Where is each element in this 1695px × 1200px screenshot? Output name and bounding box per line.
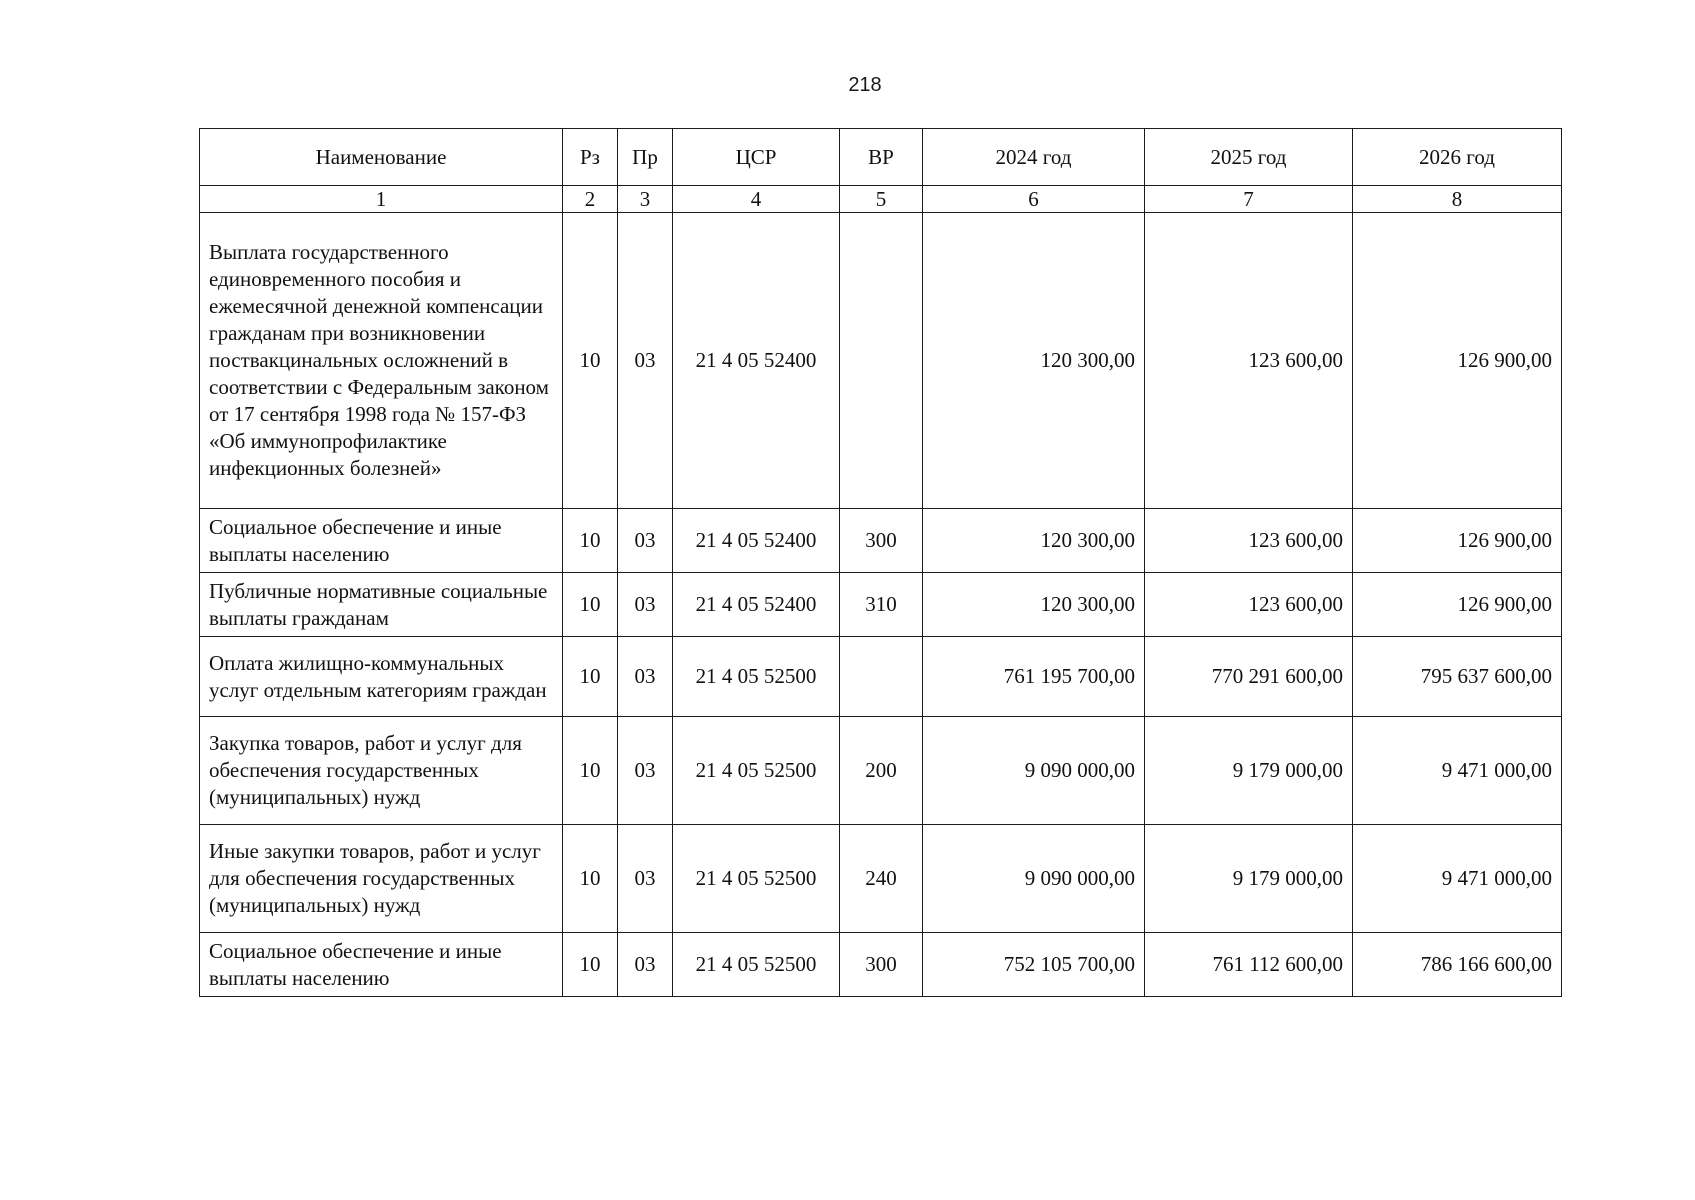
row-amount-2024: 120 300,00 xyxy=(923,573,1145,637)
page-number: 218 xyxy=(848,74,882,96)
column-number: 3 xyxy=(618,186,673,213)
row-pr: 03 xyxy=(618,825,673,933)
row-pr: 03 xyxy=(618,637,673,717)
header-vr: ВР xyxy=(840,129,923,186)
row-vr: 200 xyxy=(840,717,923,825)
row-pr: 03 xyxy=(618,213,673,509)
row-amount-2025: 123 600,00 xyxy=(1145,509,1353,573)
row-csr: 21 4 05 52400 xyxy=(673,213,840,509)
row-amount-2025: 9 179 000,00 xyxy=(1145,825,1353,933)
row-pr: 03 xyxy=(618,573,673,637)
row-amount-2025: 123 600,00 xyxy=(1145,213,1353,509)
column-number-row xyxy=(200,186,1562,213)
row-pr: 03 xyxy=(618,717,673,825)
row-csr: 21 4 05 52500 xyxy=(673,825,840,933)
row-amount-2026: 126 900,00 xyxy=(1353,573,1562,637)
row-rz: 10 xyxy=(563,573,618,637)
header-csr: ЦСР xyxy=(673,129,840,186)
row-amount-2025: 9 179 000,00 xyxy=(1145,717,1353,825)
row-rz: 10 xyxy=(563,825,618,933)
header-pr: Пр xyxy=(618,129,673,186)
row-pr: 03 xyxy=(618,509,673,573)
column-number: 2 xyxy=(563,186,618,213)
header-year-2025: 2025 год xyxy=(1145,129,1353,186)
header-year-2024: 2024 год xyxy=(923,129,1145,186)
row-csr: 21 4 05 52500 xyxy=(673,717,840,825)
row-amount-2026: 9 471 000,00 xyxy=(1353,717,1562,825)
row-amount-2024: 761 195 700,00 xyxy=(923,637,1145,717)
row-vr: 300 xyxy=(840,933,923,997)
row-vr xyxy=(840,213,923,509)
row-name: Публичные нормативные социальные выплаты гражданам xyxy=(200,573,563,637)
column-number: 7 xyxy=(1145,186,1353,213)
row-vr: 300 xyxy=(840,509,923,573)
column-number: 5 xyxy=(840,186,923,213)
row-csr: 21 4 05 52500 xyxy=(673,637,840,717)
row-amount-2025: 770 291 600,00 xyxy=(1145,637,1353,717)
row-amount-2024: 9 090 000,00 xyxy=(923,717,1145,825)
row-pr: 03 xyxy=(618,933,673,997)
row-amount-2024: 120 300,00 xyxy=(923,213,1145,509)
table-row xyxy=(200,825,1562,933)
row-amount-2024: 120 300,00 xyxy=(923,509,1145,573)
header-row xyxy=(200,129,1562,186)
table-row xyxy=(200,573,1562,637)
row-amount-2025: 761 112 600,00 xyxy=(1145,933,1353,997)
row-csr: 21 4 05 52400 xyxy=(673,573,840,637)
row-amount-2025: 123 600,00 xyxy=(1145,573,1353,637)
row-vr xyxy=(840,637,923,717)
table-row xyxy=(200,637,1562,717)
header-rz: Рз xyxy=(563,129,618,186)
row-rz: 10 xyxy=(563,933,618,997)
table-row xyxy=(200,933,1562,997)
column-number: 1 xyxy=(200,186,563,213)
table-row xyxy=(200,509,1562,573)
budget-table xyxy=(199,128,1562,997)
row-amount-2024: 752 105 700,00 xyxy=(923,933,1145,997)
row-rz: 10 xyxy=(563,213,618,509)
row-name: Закупка товаров, работ и услуг для обеспечения государственных (муниципальных) нужд xyxy=(200,717,563,825)
row-rz: 10 xyxy=(563,717,618,825)
row-rz: 10 xyxy=(563,637,618,717)
row-rz: 10 xyxy=(563,509,618,573)
row-name: Выплата государственного единовременного пособия и ежемесячной денежной компенсации гражданам при возникновении поствакцинальных осложнений в соответствии с Федеральным законом от 17 сентября 1998 года № 157-ФЗ «Об иммунопрофилактике инфекционных болезней» xyxy=(200,213,563,509)
table-row xyxy=(200,213,1562,509)
row-amount-2024: 9 090 000,00 xyxy=(923,825,1145,933)
row-amount-2026: 795 637 600,00 xyxy=(1353,637,1562,717)
header-year-2026: 2026 год xyxy=(1353,129,1562,186)
row-amount-2026: 786 166 600,00 xyxy=(1353,933,1562,997)
row-name: Социальное обеспечение и иные выплаты населению xyxy=(200,509,563,573)
row-amount-2026: 126 900,00 xyxy=(1353,509,1562,573)
header-name: Наименование xyxy=(200,129,563,186)
row-amount-2026: 9 471 000,00 xyxy=(1353,825,1562,933)
row-name: Иные закупки товаров, работ и услуг для обеспечения государственных (муниципальных) нужд xyxy=(200,825,563,933)
row-csr: 21 4 05 52500 xyxy=(673,933,840,997)
row-name: Оплата жилищно-коммунальных услуг отдельным категориям граждан xyxy=(200,637,563,717)
row-name: Социальное обеспечение и иные выплаты населению xyxy=(200,933,563,997)
column-number: 6 xyxy=(923,186,1145,213)
row-amount-2026: 126 900,00 xyxy=(1353,213,1562,509)
row-vr: 310 xyxy=(840,573,923,637)
table-row xyxy=(200,717,1562,825)
row-vr: 240 xyxy=(840,825,923,933)
column-number: 8 xyxy=(1353,186,1562,213)
column-number: 4 xyxy=(673,186,840,213)
row-csr: 21 4 05 52400 xyxy=(673,509,840,573)
